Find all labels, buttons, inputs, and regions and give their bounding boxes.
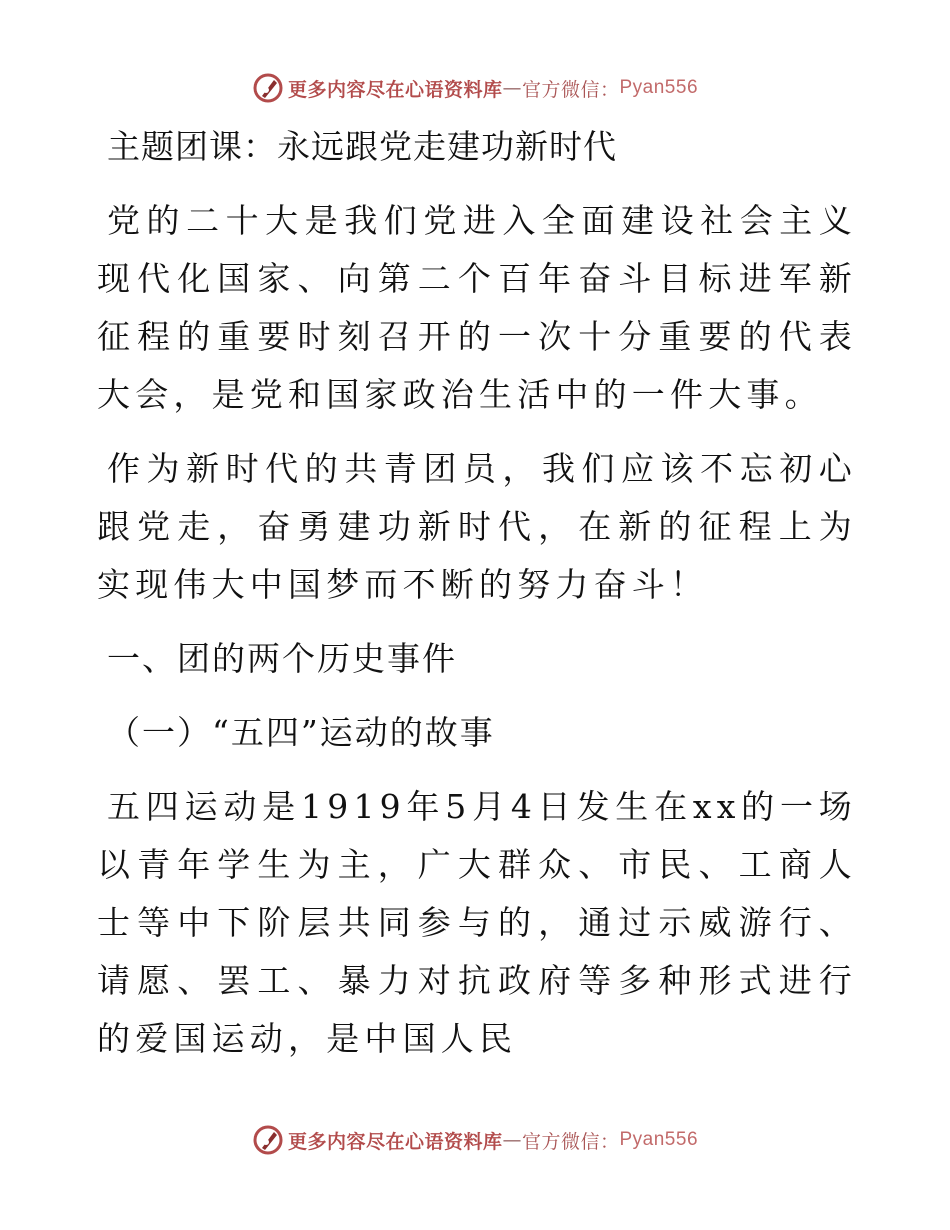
watermark-separator: — [502,77,522,99]
watermark-sub-text: 官方微信： [521,1130,620,1153]
watermark-wechat-id: Pyan556 [619,77,699,98]
paragraph-call-to-action: 作为新时代的共青团员，我们应该不忘初心跟党走，奋勇建功新时代，在新的征程上为实现伟大中国梦而不断的努力奋斗！ [97,449,857,604]
paragraph-intro: 党的二十大是我们党进入全面建设社会主义现代化国家、向第二个百年奋斗目标进军新征程的重要时刻召开的一次十分重要的代表大会，是党和国家政治生活中的一件大事。 [97,201,857,414]
document-body [97,118,857,1084]
header-watermark [0,72,950,104]
watermark-wechat-id: Pyan556 [619,1129,699,1150]
paragraph-may-fourth: 五四运动是1919年5月4日发生在xx的一场以青年学生为主，广大群众、市民、工商人士等中下阶层共同参与的，通过示威游行、请愿、罢工、暴力对抗政府等多种形式进行的爱国运动，是中国人民 [97,787,857,1058]
section-heading: 一、团的两个历史事件 [107,639,457,678]
document-title: 主题团课：永远跟党走建功新时代 [107,127,617,166]
subsection-heading: （一）“五四”运动的故事 [107,713,495,752]
watermark-sub-text: 官方微信： [521,78,620,101]
watermark-separator: — [502,1129,522,1151]
footer-watermark [0,1124,950,1156]
watermark-main-text: 更多内容尽在心语资料库 [287,1130,503,1153]
pen-logo-icon [252,1124,284,1156]
pen-logo-icon [252,72,284,104]
watermark-main-text: 更多内容尽在心语资料库 [287,78,503,101]
